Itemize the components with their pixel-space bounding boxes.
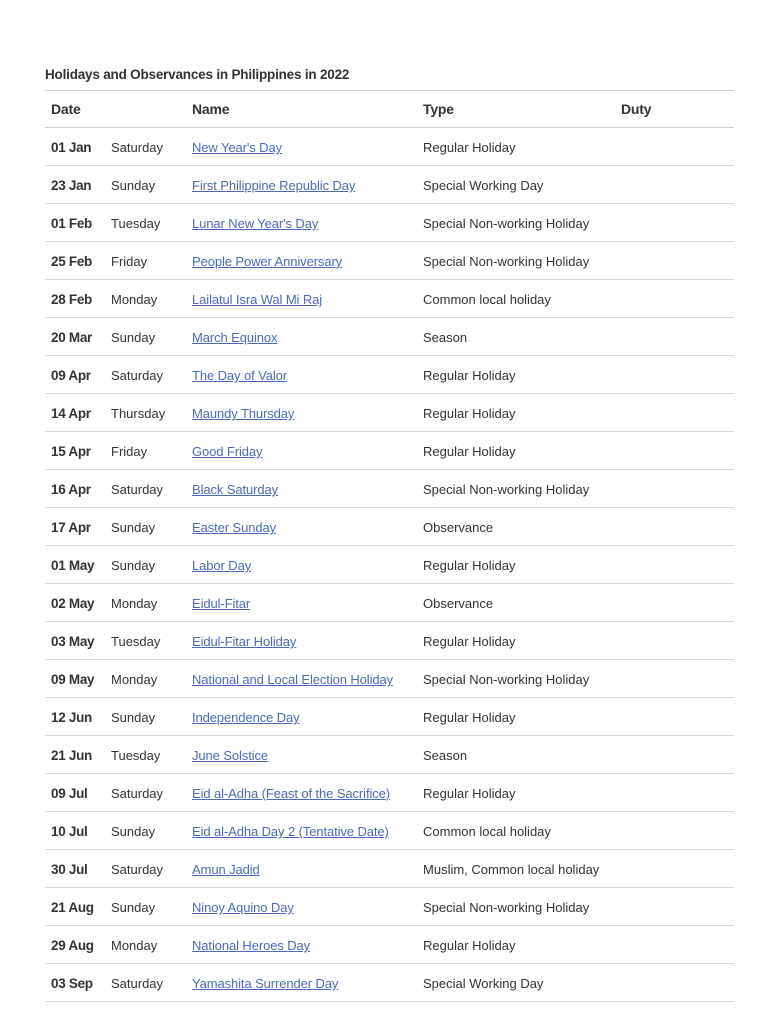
holiday-date: 21 Jun [45,736,103,774]
holiday-name-cell [186,964,417,1002]
holiday-date: 17 Apr [45,508,103,546]
holiday-date: 09 Apr [45,356,103,394]
holiday-type: Common local holiday [417,280,615,318]
holiday-weekday: Sunday [103,546,186,584]
holiday-date: 01 Jan [45,128,103,166]
holiday-weekday: Friday [103,242,186,280]
holiday-type: Regular Holiday [417,926,615,964]
holiday-name-link[interactable]: Eid al-Adha Day 2 (Tentative Date) [192,824,389,839]
holiday-name-cell [186,470,417,508]
holiday-type: Special Non-working Holiday [417,204,615,242]
table-row [45,204,734,242]
holiday-name-cell [186,204,417,242]
holiday-name-link[interactable]: National and Local Election Holiday [192,672,394,687]
holiday-date: 14 Apr [45,394,103,432]
table-row [45,964,734,1002]
holiday-type: Regular Holiday [417,774,615,812]
holiday-name-link[interactable]: Lailatul Isra Wal Mi Raj [192,292,323,307]
holiday-duty [615,546,734,584]
table-row [45,508,734,546]
table-row [45,280,734,318]
holiday-weekday: Saturday [103,128,186,166]
holiday-name-link[interactable]: Independence Day [192,710,300,725]
table-row [45,584,734,622]
holiday-date: 30 Jul [45,850,103,888]
holiday-name-link[interactable]: Ninoy Aquino Day [192,900,294,915]
holiday-name-link[interactable]: Lunar New Year's Day [192,216,319,231]
column-header-duty: Duty [615,91,734,128]
holiday-name-link[interactable]: First Philippine Republic Day [192,178,356,193]
holiday-type: Regular Holiday [417,128,615,166]
holiday-duty [615,660,734,698]
holiday-duty [615,356,734,394]
holidays-section [45,64,734,1002]
holiday-type: Observance [417,584,615,622]
holiday-name-cell [186,318,417,356]
holiday-name-cell [186,888,417,926]
holiday-date: 25 Feb [45,242,103,280]
holiday-name-cell [186,736,417,774]
holiday-name-cell [186,128,417,166]
holiday-name-cell [186,660,417,698]
holiday-type: Special Working Day [417,964,615,1002]
holiday-weekday: Monday [103,926,186,964]
holiday-name-cell [186,508,417,546]
holiday-date: 03 Sep [45,964,103,1002]
table-row [45,166,734,204]
holiday-duty [615,394,734,432]
holiday-type: Regular Holiday [417,698,615,736]
holiday-duty [615,698,734,736]
holiday-weekday: Sunday [103,698,186,736]
holiday-duty [615,470,734,508]
holiday-type: Regular Holiday [417,546,615,584]
table-row [45,394,734,432]
holiday-duty [615,128,734,166]
holiday-type: Regular Holiday [417,356,615,394]
holiday-date: 15 Apr [45,432,103,470]
holiday-name-cell [186,242,417,280]
holiday-weekday: Thursday [103,394,186,432]
holiday-duty [615,850,734,888]
holiday-date: 03 May [45,622,103,660]
holiday-name-link[interactable]: Good Friday [192,444,263,459]
holiday-weekday: Saturday [103,964,186,1002]
table-row [45,888,734,926]
holiday-name-cell [186,584,417,622]
table-row [45,356,734,394]
holiday-name-link[interactable]: Eid al-Adha (Feast of the Sacrifice) [192,786,391,801]
holiday-name-link[interactable]: Maundy Thursday [192,406,295,421]
holiday-weekday: Sunday [103,318,186,356]
holiday-date: 01 Feb [45,204,103,242]
holiday-duty [615,964,734,1002]
holiday-name-link[interactable]: June Solstice [192,748,269,763]
holiday-date: 10 Jul [45,812,103,850]
holiday-weekday: Saturday [103,470,186,508]
table-row [45,812,734,850]
table-row [45,318,734,356]
holiday-name-link[interactable]: March Equinox [192,330,278,345]
holiday-duty [615,622,734,660]
holiday-type: Season [417,318,615,356]
holiday-name-link[interactable]: Yamashita Surrender Day [192,976,339,991]
holiday-name-link[interactable]: Labor Day [192,558,252,573]
holiday-weekday: Monday [103,584,186,622]
holiday-duty [615,888,734,926]
holiday-type: Observance [417,508,615,546]
table-row [45,546,734,584]
holidays-table [45,90,734,1002]
holiday-type: Regular Holiday [417,432,615,470]
holiday-type: Season [417,736,615,774]
column-header-date: Date [45,91,186,128]
table-row [45,128,734,166]
holiday-name-cell [186,432,417,470]
table-row [45,774,734,812]
holiday-weekday: Saturday [103,356,186,394]
holiday-name-link[interactable]: Eidul-Fitar [192,596,251,611]
holiday-weekday: Tuesday [103,622,186,660]
table-row [45,926,734,964]
holiday-name-cell [186,356,417,394]
holiday-type: Common local holiday [417,812,615,850]
table-row [45,470,734,508]
holiday-duty [615,508,734,546]
holiday-type: Special Non-working Holiday [417,888,615,926]
holiday-duty [615,280,734,318]
holiday-name-cell [186,926,417,964]
holiday-name-cell [186,812,417,850]
table-row [45,622,734,660]
holiday-type: Special Non-working Holiday [417,242,615,280]
holiday-name-link[interactable]: National Heroes Day [192,938,311,953]
holiday-date: 01 May [45,546,103,584]
holiday-name-cell [186,394,417,432]
holiday-duty [615,242,734,280]
holiday-date: 21 Aug [45,888,103,926]
holiday-date: 20 Mar [45,318,103,356]
holiday-date: 28 Feb [45,280,103,318]
holiday-name-link[interactable]: People Power Anniversary [192,254,343,269]
holiday-type: Special Non-working Holiday [417,660,615,698]
holiday-weekday: Tuesday [103,204,186,242]
holiday-name-link[interactable]: Black Saturday [192,482,279,497]
holiday-duty [615,774,734,812]
holiday-weekday: Monday [103,280,186,318]
holiday-date: 12 Jun [45,698,103,736]
holiday-name-cell [186,166,417,204]
holiday-type: Muslim, Common local holiday [417,850,615,888]
holiday-date: 23 Jan [45,166,103,204]
holiday-duty [615,736,734,774]
table-row [45,736,734,774]
holiday-name-link[interactable]: The Day of Valor [192,368,287,383]
column-header-name: Name [186,91,417,128]
holiday-name-cell [186,698,417,736]
holiday-duty [615,812,734,850]
holiday-duty [615,166,734,204]
holiday-name-link[interactable]: Easter Sunday [192,520,276,535]
holiday-weekday: Saturday [103,774,186,812]
holiday-name-link[interactable]: Amun Jadid [192,862,260,877]
holiday-weekday: Sunday [103,166,186,204]
holiday-date: 09 May [45,660,103,698]
holiday-date: 16 Apr [45,470,103,508]
holiday-weekday: Tuesday [103,736,186,774]
holiday-type: Regular Holiday [417,622,615,660]
holiday-name-cell [186,774,417,812]
holiday-duty [615,204,734,242]
holiday-weekday: Sunday [103,812,186,850]
table-row [45,660,734,698]
holiday-duty [615,584,734,622]
holiday-name-cell [186,546,417,584]
holiday-duty [615,432,734,470]
holiday-name-link[interactable]: Eidul-Fitar Holiday [192,634,297,649]
holiday-weekday: Sunday [103,508,186,546]
holiday-name-cell [186,280,417,318]
holiday-weekday: Monday [103,660,186,698]
table-row [45,432,734,470]
table-row [45,698,734,736]
holiday-type: Regular Holiday [417,394,615,432]
holiday-date: 02 May [45,584,103,622]
holiday-weekday: Saturday [103,850,186,888]
holiday-weekday: Sunday [103,888,186,926]
holiday-duty [615,318,734,356]
holiday-type: Special Working Day [417,166,615,204]
table-row [45,850,734,888]
holiday-type: Special Non-working Holiday [417,470,615,508]
table-caption: Holidays and Observances in Philippines in 2022 [45,67,350,82]
table-header-row [45,91,734,128]
table-row [45,242,734,280]
holiday-name-link[interactable]: New Year's Day [192,140,282,155]
column-header-type: Type [417,91,615,128]
holiday-duty [615,926,734,964]
holiday-date: 09 Jul [45,774,103,812]
holiday-name-cell [186,850,417,888]
holiday-weekday: Friday [103,432,186,470]
holiday-date: 29 Aug [45,926,103,964]
holiday-name-cell [186,622,417,660]
